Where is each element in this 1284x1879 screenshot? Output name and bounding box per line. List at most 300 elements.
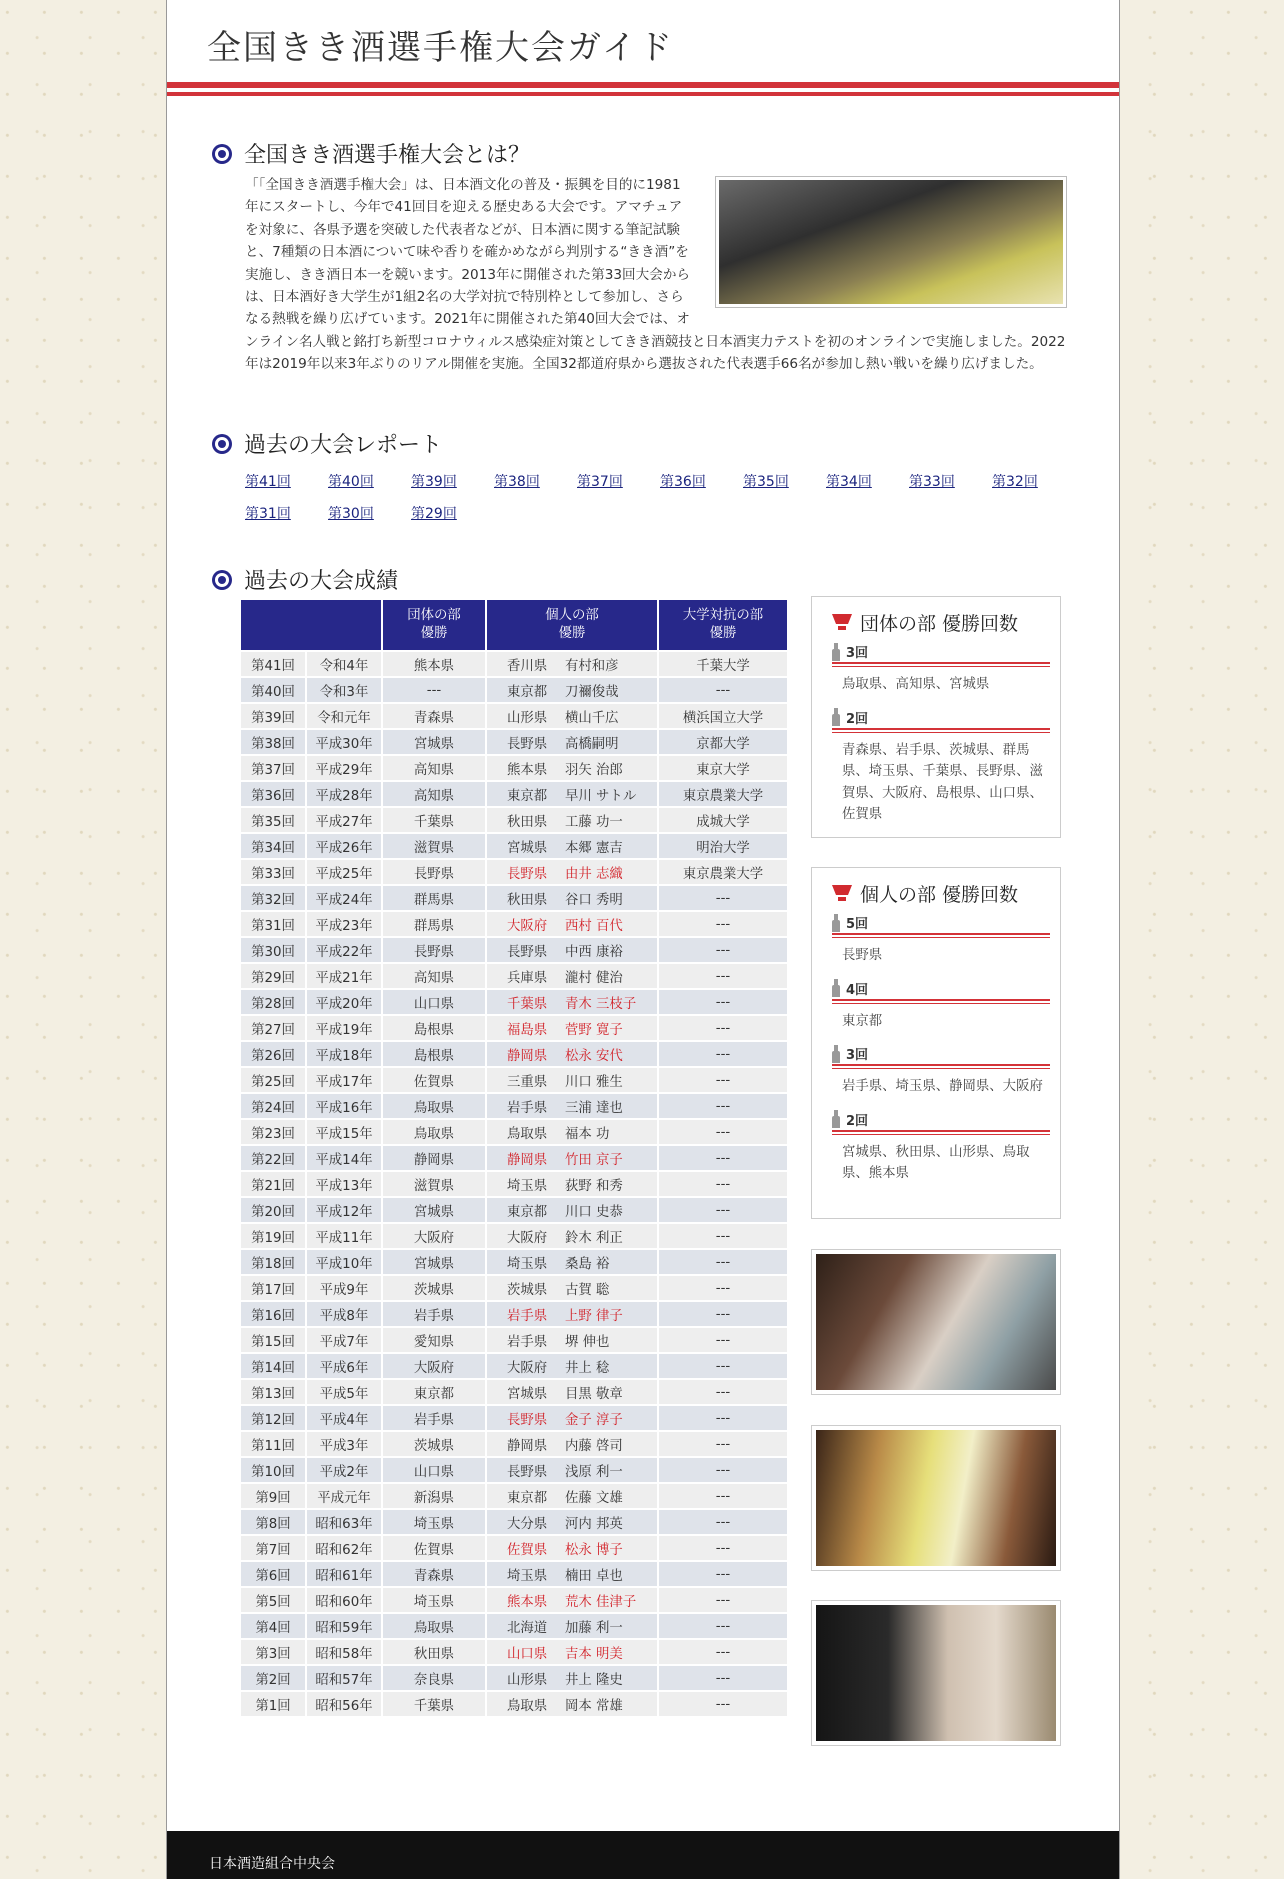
individual-pref: 三重県	[507, 1074, 548, 1090]
era-cell: 平成27年	[306, 807, 382, 833]
era-cell: 昭和59年	[306, 1613, 382, 1639]
report-link-33[interactable]: 第33回	[909, 474, 955, 490]
table-row	[240, 1431, 788, 1457]
era-cell: 平成17年	[306, 1067, 382, 1093]
university-winner-cell: 千葉大学	[658, 651, 788, 677]
era-cell: 平成28年	[306, 781, 382, 807]
individual-prefs-2: 宮城県、秋田県、山形県、鳥取県、熊本県	[842, 1144, 1030, 1181]
edition-cell: 第8回	[240, 1509, 306, 1535]
era-cell: 平成21年	[306, 963, 382, 989]
individual-winner-cell	[486, 1067, 658, 1093]
team-winner-cell: 茨城県	[382, 1275, 486, 1301]
individual-pref: 宮城県	[507, 1386, 548, 1402]
individual-name: 堺 伸也	[565, 1334, 610, 1350]
edition-cell: 第2回	[240, 1665, 306, 1691]
report-link-39[interactable]: 第39回	[411, 474, 457, 490]
individual-count-2-label: 2回	[846, 1113, 869, 1129]
university-winner-cell: 京都大学	[658, 729, 788, 755]
era-cell: 令和元年	[306, 703, 382, 729]
header-edition	[240, 599, 382, 651]
university-winner-cell: ---	[658, 1535, 788, 1561]
report-link-35[interactable]: 第35回	[743, 474, 789, 490]
results-heading-text: 過去の大会成績	[244, 569, 399, 594]
edition-cell: 第19回	[240, 1223, 306, 1249]
team-winner-cell: 長野県	[382, 859, 486, 885]
individual-name: 竹田 京子	[565, 1152, 623, 1168]
edition-cell: 第15回	[240, 1327, 306, 1353]
table-row	[240, 911, 788, 937]
university-winner-cell: ---	[658, 1457, 788, 1483]
era-cell: 平成5年	[306, 1379, 382, 1405]
individual-winner-cell	[486, 1405, 658, 1431]
university-winner-cell: ---	[658, 963, 788, 989]
team-winner-cell: 山口県	[382, 989, 486, 1015]
edition-cell: 第13回	[240, 1379, 306, 1405]
report-link-40[interactable]: 第40回	[328, 474, 374, 490]
about-heading-text: 全国きき酒選手権大会とは？	[244, 143, 531, 168]
about-text-body: 「「全国きき酒選手権大会」は、日本酒文化の普及・振興を目的に1981年にスタートし、今年で41回目を迎える歴史ある大会です。アマチュアを対象に、各県予選を突破した代表者などが、日本酒に関する筆記試験と、7種類の日本酒について味や香りを確かめながら判別する“きき酒”を実施し、きき酒日本一を競います。2013年に開催された第33回大会からは、日本酒好き大学生が1組2名の大学対抗で特別枠として参加し、さらなる熱戦を繰り広げています。2021年に開催された第40回大会では、オンライン名人戦と銘打ち新型コロナウィルス感染症対策としてきき酒競技と日本酒実力テストを初のオンラインで実施しました。2022年は2019年以来3年ぶりのリアル開催を実施。全国32都道府県から選抜された代表選手66名が参加し熱い戦いを繰り広げました。	[245, 177, 1066, 373]
team-winner-cell: ---	[382, 677, 486, 703]
individual-pref: 東京都	[507, 684, 548, 700]
university-winner-cell: ---	[658, 989, 788, 1015]
individual-name: 本郷 憲吉	[565, 840, 623, 856]
header-team-l1: 団体の部	[407, 608, 461, 623]
university-winner-cell: 東京農業大学	[658, 859, 788, 885]
site-header	[167, 0, 1119, 98]
table-row	[240, 1405, 788, 1431]
individual-pref: 静岡県	[507, 1152, 548, 1168]
team-winner-cell: 鳥取県	[382, 1613, 486, 1639]
table-row	[240, 1119, 788, 1145]
report-link-38[interactable]: 第38回	[494, 474, 540, 490]
table-row	[240, 989, 788, 1015]
era-cell: 平成25年	[306, 859, 382, 885]
report-link-32[interactable]: 第32回	[992, 474, 1038, 490]
photo-tasting	[811, 1600, 1061, 1746]
university-winner-cell: 東京農業大学	[658, 781, 788, 807]
team-winner-cell: 千葉県	[382, 1691, 486, 1717]
team-winner-cell: 宮城県	[382, 729, 486, 755]
individual-pref: 大阪府	[507, 1360, 548, 1376]
university-winner-cell: ---	[658, 1171, 788, 1197]
individual-winner-cell	[486, 1483, 658, 1509]
edition-cell: 第25回	[240, 1067, 306, 1093]
table-row	[240, 1561, 788, 1587]
era-cell: 昭和56年	[306, 1691, 382, 1717]
individual-pref: 香川県	[507, 658, 548, 674]
table-row	[240, 1145, 788, 1171]
sake-bottle-icon	[832, 1045, 840, 1063]
individual-winner-cell	[486, 1509, 658, 1535]
team-winner-cell: 島根県	[382, 1041, 486, 1067]
table-row	[240, 1301, 788, 1327]
team-winner-cell: 佐賀県	[382, 1067, 486, 1093]
report-link-29[interactable]: 第29回	[411, 506, 457, 522]
table-row	[240, 651, 788, 677]
team-winner-cell: 高知県	[382, 781, 486, 807]
individual-winner-cell	[486, 703, 658, 729]
individual-name: 中西 康裕	[565, 944, 623, 960]
edition-cell: 第23回	[240, 1119, 306, 1145]
sake-bottle-icon	[832, 979, 840, 997]
university-winner-cell: ---	[658, 1509, 788, 1535]
tasting-image	[816, 1605, 1056, 1741]
individual-winner-cell	[486, 729, 658, 755]
team-count-3-label: 3回	[846, 646, 869, 661]
footer-org-name: 日本酒造組合中央会	[209, 1856, 335, 1872]
individual-winner-cell	[486, 1275, 658, 1301]
individual-name: 吉本 明美	[565, 1646, 623, 1662]
table-row	[240, 1353, 788, 1379]
team-winner-cell: 滋賀県	[382, 1171, 486, 1197]
edition-cell: 第35回	[240, 807, 306, 833]
individual-name: 早川 サトル	[565, 788, 637, 804]
edition-cell: 第16回	[240, 1301, 306, 1327]
era-cell: 昭和57年	[306, 1665, 382, 1691]
individual-winner-cell	[486, 1327, 658, 1353]
era-cell: 平成23年	[306, 911, 382, 937]
individual-pref: 埼玉県	[507, 1568, 548, 1584]
individual-pref: 山形県	[507, 1672, 548, 1688]
team-winner-cell: 高知県	[382, 755, 486, 781]
edition-cell: 第21回	[240, 1171, 306, 1197]
individual-name: 松永 博子	[565, 1542, 623, 1558]
individual-pref: 長野県	[507, 1464, 548, 1480]
report-link-30[interactable]: 第30回	[328, 506, 374, 522]
team-winner-cell: 静岡県	[382, 1145, 486, 1171]
era-cell: 平成14年	[306, 1145, 382, 1171]
era-cell: 平成11年	[306, 1223, 382, 1249]
team-winner-cell: 鳥取県	[382, 1119, 486, 1145]
individual-winner-cell	[486, 651, 658, 677]
individual-name: 加藤 利一	[565, 1620, 623, 1636]
individual-name: 三浦 達也	[565, 1100, 623, 1116]
individual-winner-cell	[486, 1119, 658, 1145]
individual-count-2	[832, 1110, 1050, 1132]
edition-cell: 第22回	[240, 1145, 306, 1171]
table-row	[240, 1483, 788, 1509]
individual-pref: 岩手県	[507, 1334, 548, 1350]
table-row	[240, 1639, 788, 1665]
individual-winner-cell	[486, 1561, 658, 1587]
era-cell: 平成10年	[306, 1249, 382, 1275]
individual-pref: 千葉県	[507, 996, 548, 1012]
report-links	[245, 466, 1085, 530]
individual-name: 刀禰俊哉	[565, 684, 619, 700]
individual-name: 松永 安代	[565, 1048, 623, 1064]
team-winner-cell: 岩手県	[382, 1405, 486, 1431]
footer	[167, 1831, 1119, 1879]
individual-winner-cell	[486, 885, 658, 911]
edition-cell: 第7回	[240, 1535, 306, 1561]
team-wins-box	[811, 596, 1061, 838]
edition-cell: 第18回	[240, 1249, 306, 1275]
page-container	[166, 0, 1120, 1879]
individual-pref: 長野県	[507, 1412, 548, 1428]
era-cell: 平成19年	[306, 1015, 382, 1041]
individual-winner-cell	[486, 1015, 658, 1041]
team-count-3	[832, 642, 1050, 664]
university-winner-cell: ---	[658, 1197, 788, 1223]
table-row	[240, 703, 788, 729]
university-winner-cell: ---	[658, 677, 788, 703]
individual-name: 古賀 聡	[565, 1282, 610, 1298]
table-row	[240, 1613, 788, 1639]
individual-pref: 宮城県	[507, 840, 548, 856]
individual-winner-cell	[486, 1587, 658, 1613]
edition-cell: 第37回	[240, 755, 306, 781]
individual-name: 西村 百代	[565, 918, 623, 934]
team-prefs-2: 青森県、岩手県、茨城県、群馬県、埼玉県、千葉県、長野県、滋賀県、大阪府、島根県、山口県、佐賀県	[842, 742, 1043, 822]
individual-name: 有村和彦	[565, 658, 619, 674]
sake-bottle-icon	[832, 708, 840, 726]
individual-pref: 東京都	[507, 788, 548, 804]
individual-prefs-5: 長野県	[842, 948, 883, 963]
individual-name: 浅原 利一	[565, 1464, 623, 1480]
individual-pref: 鳥取県	[507, 1698, 548, 1714]
edition-cell: 第14回	[240, 1353, 306, 1379]
table-row	[240, 1691, 788, 1717]
individual-winner-cell	[486, 1379, 658, 1405]
edition-cell: 第1回	[240, 1691, 306, 1717]
table-row	[240, 1223, 788, 1249]
edition-cell: 第27回	[240, 1015, 306, 1041]
era-cell: 昭和61年	[306, 1561, 382, 1587]
era-cell: 平成6年	[306, 1353, 382, 1379]
individual-winner-cell	[486, 911, 658, 937]
team-winner-cell: 島根県	[382, 1015, 486, 1041]
table-row	[240, 1379, 788, 1405]
edition-cell: 第12回	[240, 1405, 306, 1431]
team-prefs-3: 鳥取県、高知県、宮城県	[842, 677, 990, 692]
university-winner-cell: ---	[658, 1483, 788, 1509]
target-icon	[212, 434, 232, 454]
table-row	[240, 677, 788, 703]
edition-cell: 第41回	[240, 651, 306, 677]
university-winner-cell: 横浜国立大学	[658, 703, 788, 729]
individual-pref: 長野県	[507, 944, 548, 960]
about-text	[245, 174, 1067, 376]
university-winner-cell: ---	[658, 1119, 788, 1145]
target-icon	[212, 570, 232, 590]
team-winner-cell: 高知県	[382, 963, 486, 989]
team-winner-cell: 宮城県	[382, 1249, 486, 1275]
header-team	[382, 599, 486, 651]
edition-cell: 第31回	[240, 911, 306, 937]
team-winner-cell: 大阪府	[382, 1223, 486, 1249]
report-link-41[interactable]: 第41回	[245, 474, 291, 490]
individual-pref: 大阪府	[507, 918, 548, 934]
era-cell: 昭和60年	[306, 1587, 382, 1613]
team-winner-cell: 千葉県	[382, 807, 486, 833]
table-row	[240, 807, 788, 833]
edition-cell: 第28回	[240, 989, 306, 1015]
team-winner-cell: 岩手県	[382, 1301, 486, 1327]
sake-bottle-icon	[832, 914, 840, 932]
university-winner-cell: 明治大学	[658, 833, 788, 859]
team-winner-cell: 茨城県	[382, 1431, 486, 1457]
era-cell: 平成8年	[306, 1301, 382, 1327]
edition-cell: 第36回	[240, 781, 306, 807]
era-cell: 昭和63年	[306, 1509, 382, 1535]
reports-heading-text: 過去の大会レポート	[244, 433, 443, 458]
table-row	[240, 1587, 788, 1613]
header-university-l1: 大学対抗の部	[682, 608, 764, 623]
sake-cup-icon	[832, 614, 852, 632]
team-winner-cell: 奈良県	[382, 1665, 486, 1691]
edition-cell: 第29回	[240, 963, 306, 989]
individual-name: 高橋嗣明	[565, 736, 619, 752]
individual-winner-cell	[486, 1353, 658, 1379]
team-winner-cell: 佐賀県	[382, 1535, 486, 1561]
sake-cup-icon	[832, 885, 852, 903]
era-cell: 令和4年	[306, 651, 382, 677]
individual-name: 工藤 功一	[565, 814, 623, 830]
table-row	[240, 859, 788, 885]
individual-count-4	[832, 979, 1050, 1001]
team-winner-cell: 大阪府	[382, 1353, 486, 1379]
era-cell: 平成15年	[306, 1119, 382, 1145]
table-row	[240, 1665, 788, 1691]
university-winner-cell: ---	[658, 1067, 788, 1093]
report-link-36[interactable]: 第36回	[660, 474, 706, 490]
photo-sake-glasses	[811, 1425, 1061, 1571]
era-cell: 令和3年	[306, 677, 382, 703]
era-cell: 平成24年	[306, 885, 382, 911]
results-body	[240, 651, 788, 1717]
university-winner-cell: 成城大学	[658, 807, 788, 833]
individual-pref: 岩手県	[507, 1100, 548, 1116]
individual-winner-cell	[486, 1457, 658, 1483]
results-table	[239, 598, 789, 1718]
university-winner-cell: ---	[658, 1665, 788, 1691]
individual-pref: 埼玉県	[507, 1256, 548, 1272]
table-row	[240, 833, 788, 859]
university-winner-cell: ---	[658, 1587, 788, 1613]
report-link-31[interactable]: 第31回	[245, 506, 291, 522]
era-cell: 平成7年	[306, 1327, 382, 1353]
individual-winner-cell	[486, 1093, 658, 1119]
edition-cell: 第4回	[240, 1613, 306, 1639]
individual-wins-title-text: 個人の部 優勝回数	[860, 884, 1019, 906]
table-row	[240, 1509, 788, 1535]
team-winner-cell: 青森県	[382, 703, 486, 729]
era-cell: 平成16年	[306, 1093, 382, 1119]
table-row	[240, 1275, 788, 1301]
header-individual-l2: 優勝	[558, 626, 586, 641]
team-winner-cell: 山口県	[382, 1457, 486, 1483]
individual-name: 青木 三枝子	[565, 996, 637, 1012]
individual-name: 川口 雅生	[565, 1074, 623, 1090]
individual-pref: 秋田県	[507, 814, 548, 830]
individual-winner-cell	[486, 1145, 658, 1171]
individual-pref: 大阪府	[507, 1230, 548, 1246]
individual-winner-cell	[486, 1613, 658, 1639]
individual-pref: 東京都	[507, 1490, 548, 1506]
individual-pref: 北海道	[507, 1620, 548, 1636]
tasting-event-image	[719, 180, 1063, 304]
individual-name: 佐藤 文雄	[565, 1490, 623, 1506]
edition-cell: 第20回	[240, 1197, 306, 1223]
individual-winner-cell	[486, 677, 658, 703]
individual-pref: 静岡県	[507, 1438, 548, 1454]
university-winner-cell: ---	[658, 885, 788, 911]
university-winner-cell: ---	[658, 1353, 788, 1379]
university-winner-cell: ---	[658, 911, 788, 937]
university-winner-cell: ---	[658, 1691, 788, 1717]
individual-winner-cell	[486, 833, 658, 859]
university-winner-cell: ---	[658, 1041, 788, 1067]
era-cell: 平成13年	[306, 1171, 382, 1197]
individual-pref: 兵庫県	[507, 970, 548, 986]
individual-count-5-label: 5回	[846, 917, 869, 932]
edition-cell: 第9回	[240, 1483, 306, 1509]
edition-cell: 第10回	[240, 1457, 306, 1483]
university-winner-cell: ---	[658, 1145, 788, 1171]
individual-name: 岡本 常雄	[565, 1698, 623, 1714]
results-heading	[212, 564, 398, 595]
team-winner-cell: 秋田県	[382, 1639, 486, 1665]
writing-exam-image	[816, 1254, 1056, 1390]
era-cell: 平成12年	[306, 1197, 382, 1223]
header-university	[658, 599, 788, 651]
individual-prefs-4: 東京都	[842, 1013, 883, 1029]
individual-pref: 長野県	[507, 866, 548, 882]
individual-name: 福本 功	[565, 1126, 610, 1142]
report-link-34[interactable]: 第34回	[826, 474, 872, 490]
about-heading	[212, 138, 530, 169]
individual-prefs-3: 岩手県、埼玉県、静岡県、大阪府	[842, 1079, 1043, 1094]
table-row	[240, 1171, 788, 1197]
individual-pref: 東京都	[507, 1204, 548, 1220]
individual-winner-cell	[486, 1249, 658, 1275]
edition-cell: 第26回	[240, 1041, 306, 1067]
individual-winner-cell	[486, 937, 658, 963]
reports-heading	[212, 428, 442, 459]
individual-name: 瀧村 健治	[565, 970, 623, 986]
sake-bottle-icon	[832, 1110, 840, 1128]
team-winner-cell: 青森県	[382, 1561, 486, 1587]
individual-winner-cell	[486, 1197, 658, 1223]
table-row	[240, 1067, 788, 1093]
team-winner-cell: 新潟県	[382, 1483, 486, 1509]
team-winner-cell: 鳥取県	[382, 1093, 486, 1119]
university-winner-cell: ---	[658, 1561, 788, 1587]
individual-winner-cell	[486, 781, 658, 807]
individual-count-3-label: 3回	[846, 1048, 869, 1063]
table-row	[240, 885, 788, 911]
individual-name: 井上 隆史	[565, 1672, 623, 1688]
individual-name: 荻野 和秀	[565, 1178, 623, 1194]
team-winner-cell: 愛知県	[382, 1327, 486, 1353]
report-link-37[interactable]: 第37回	[577, 474, 623, 490]
individual-name: 菅野 寛子	[565, 1022, 623, 1038]
individual-pref: 茨城県	[507, 1282, 548, 1298]
individual-pref: 山形県	[507, 710, 548, 726]
individual-winner-cell	[486, 963, 658, 989]
era-cell: 昭和58年	[306, 1639, 382, 1665]
header-university-l2: 優勝	[709, 626, 737, 641]
era-cell: 平成2年	[306, 1457, 382, 1483]
team-winner-cell: 群馬県	[382, 885, 486, 911]
team-winner-cell: 群馬県	[382, 911, 486, 937]
table-row	[240, 1197, 788, 1223]
sake-glasses-image	[816, 1430, 1056, 1566]
individual-name: 内藤 啓司	[565, 1438, 623, 1454]
era-cell: 昭和62年	[306, 1535, 382, 1561]
individual-name: 井上 稔	[565, 1360, 610, 1376]
university-winner-cell: ---	[658, 1639, 788, 1665]
